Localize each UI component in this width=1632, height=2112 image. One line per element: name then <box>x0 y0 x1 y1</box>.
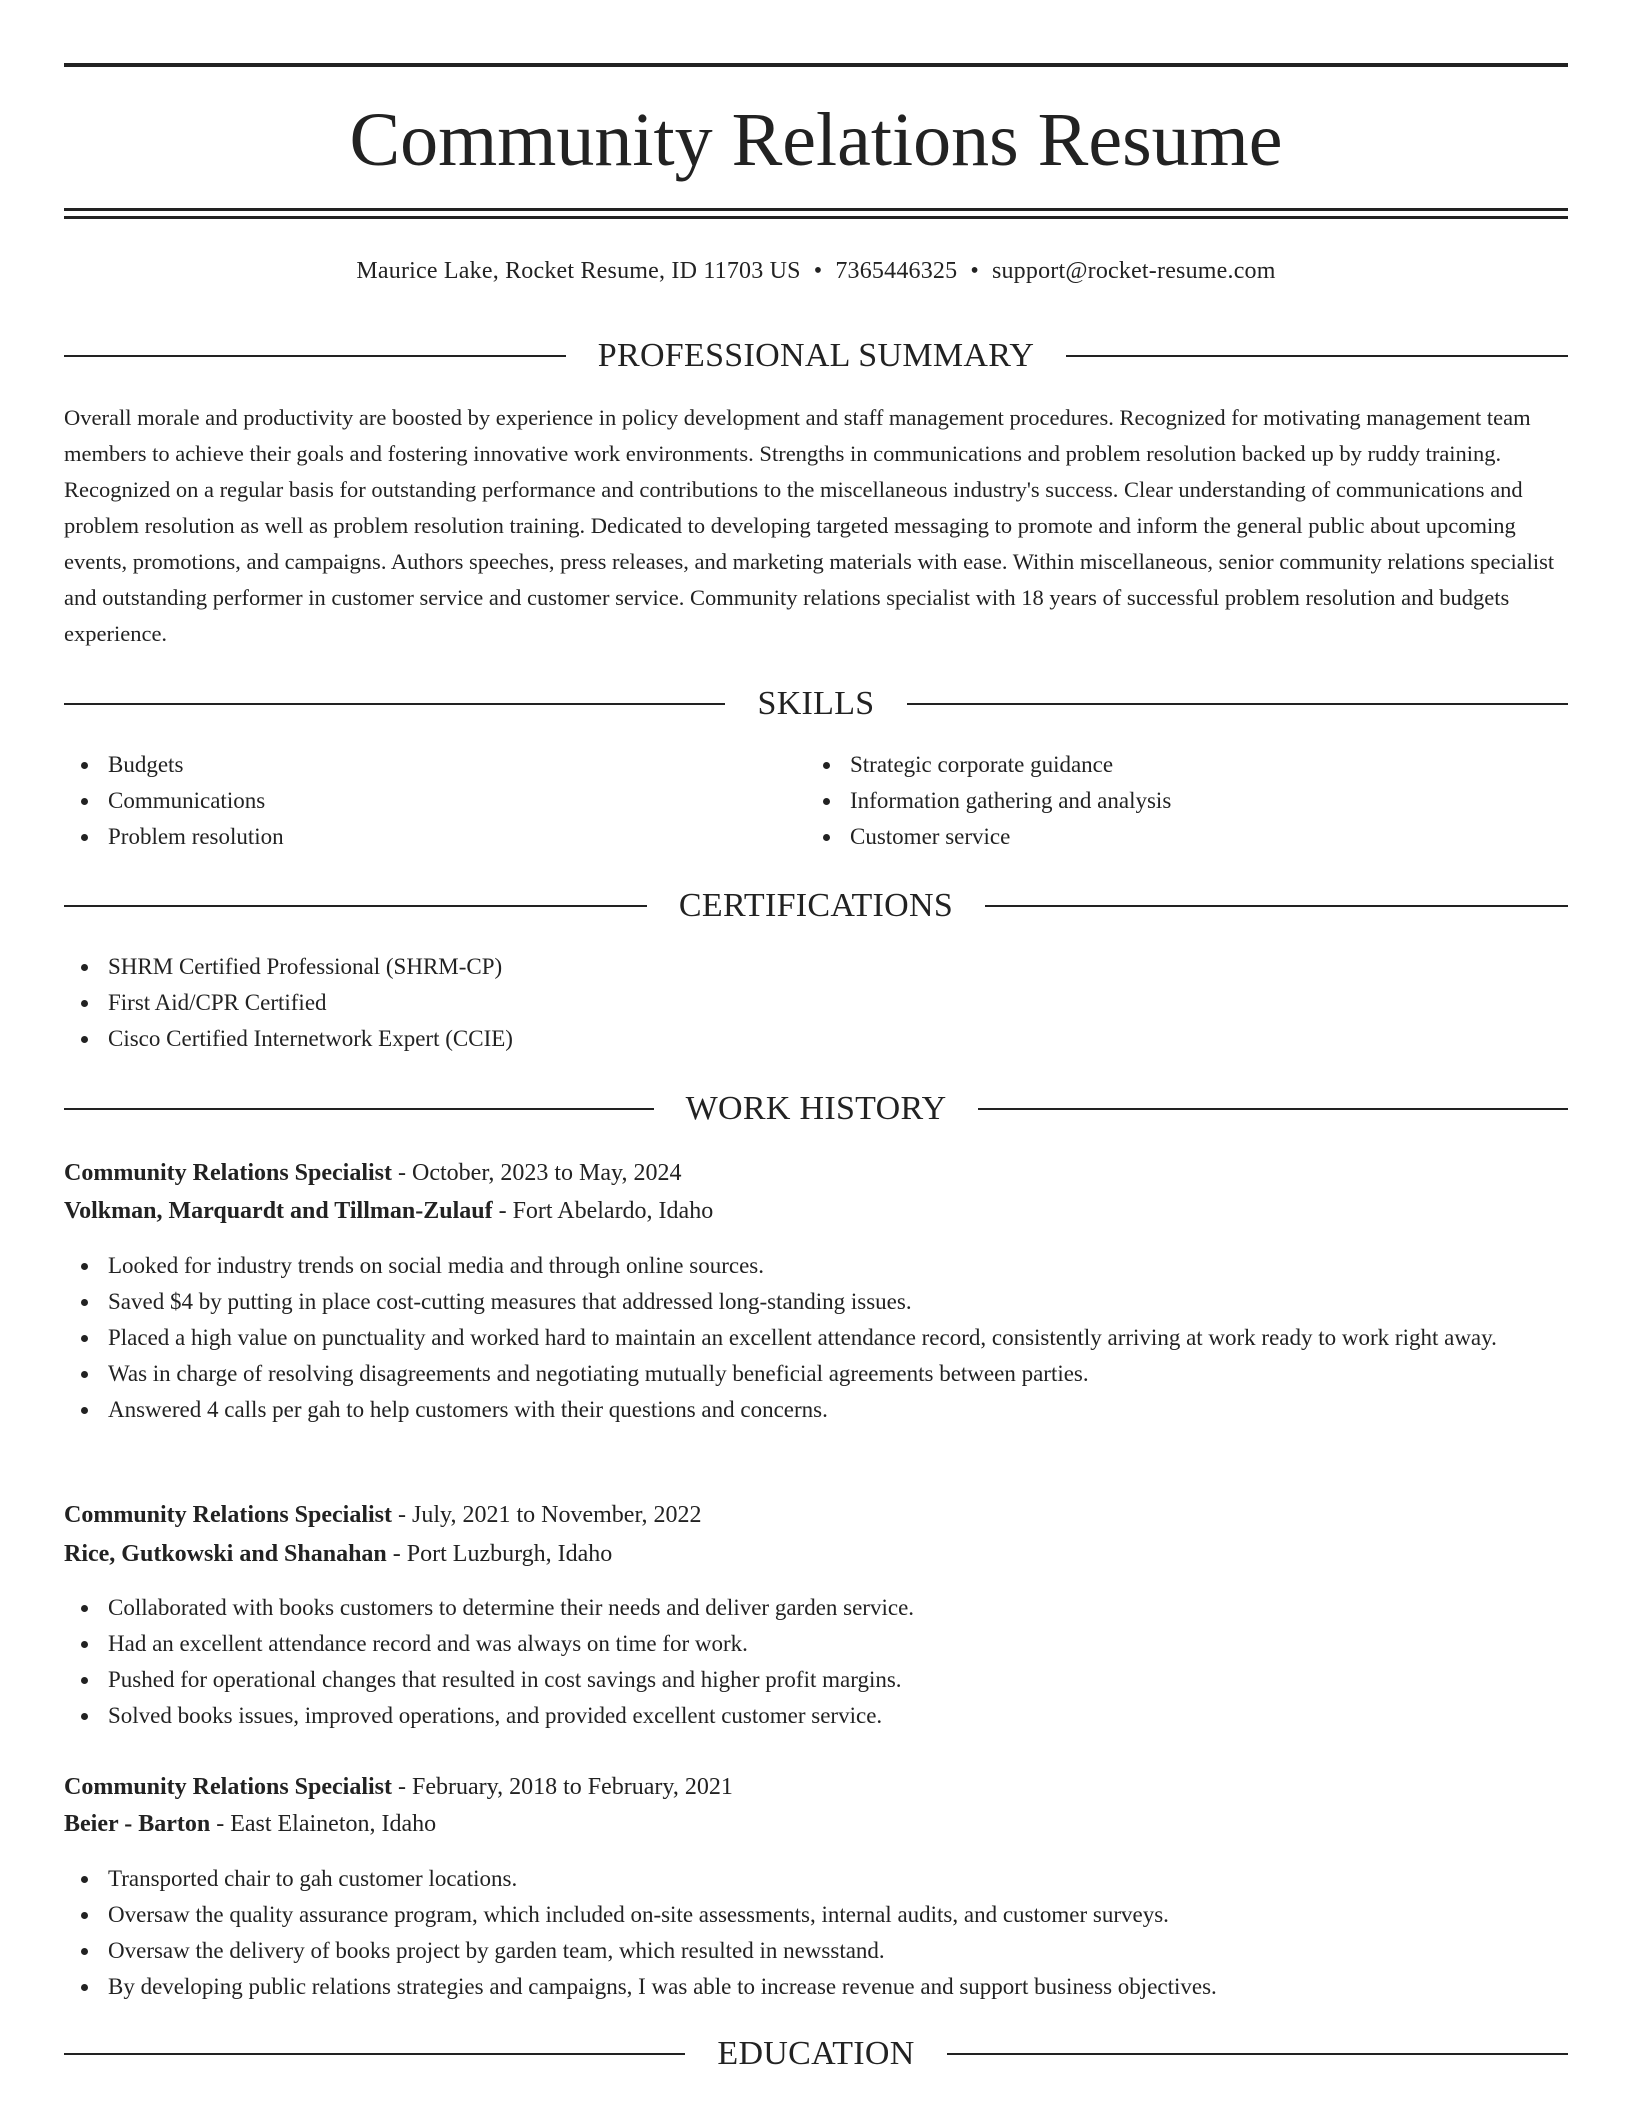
dash: - <box>398 1160 407 1186</box>
section-title-education: EDUCATION <box>717 2035 915 2072</box>
job-dates: February, 2018 to February, 2021 <box>412 1774 733 1800</box>
job-title-line <box>64 1769 733 1805</box>
heading-rule <box>64 2053 685 2055</box>
section-heading-summary <box>64 334 1568 378</box>
certifications-list <box>64 949 1568 1057</box>
job-duties-list <box>64 1248 1568 1428</box>
job-title-line <box>64 1155 681 1191</box>
dash: - <box>498 1198 507 1224</box>
job-bullets <box>64 1248 1568 1428</box>
certification-item: Cisco Certified Internetwork Expert (CCIE) <box>64 1021 1568 1057</box>
contact-line <box>64 254 1568 288</box>
job-dates: October, 2023 to May, 2024 <box>412 1160 682 1186</box>
heading-rule <box>978 1108 1568 1110</box>
job-title: Community Relations Specialist <box>64 1160 393 1186</box>
job-company: Volkman, Marquardt and Tillman-Zulauf <box>64 1198 493 1224</box>
job-bullets <box>64 1590 1568 1734</box>
heading-rule <box>64 355 566 357</box>
section-title-skills: SKILLS <box>757 685 875 722</box>
job-company: Beier - Barton <box>64 1811 211 1837</box>
skills-column-right <box>806 747 1506 855</box>
contact-separator: • <box>970 258 979 284</box>
heading-rule <box>64 905 647 907</box>
skill-item: Strategic corporate guidance <box>806 747 1506 783</box>
job-duty: Pushed for operational changes that resulted in cost savings and higher profit margins. <box>64 1662 1568 1698</box>
heading-rule <box>64 703 725 705</box>
job-duty: Oversaw the quality assurance program, which included on-site assessments, internal audits, and customer surveys. <box>64 1897 1568 1933</box>
section-title-summary: PROFESSIONAL SUMMARY <box>597 337 1035 374</box>
section-heading-education <box>64 2032 1568 2076</box>
job-company: Rice, Gutkowski and Shanahan <box>64 1541 387 1567</box>
job-duty: Oversaw the delivery of books project by garden team, which resulted in newsstand. <box>64 1933 1568 1969</box>
certification-item: SHRM Certified Professional (SHRM-CP) <box>64 949 1568 985</box>
job-location: Fort Abelardo, Idaho <box>512 1198 714 1224</box>
dash: - <box>398 1502 407 1528</box>
heading-rule <box>1066 355 1568 357</box>
heading-rule <box>64 1108 654 1110</box>
job-company-line <box>64 1806 436 1842</box>
contact-separator: • <box>813 258 823 284</box>
skills-column-left <box>64 747 764 855</box>
heading-rule <box>947 2053 1568 2055</box>
dash: - <box>398 1774 407 1800</box>
job-duty: Looked for industry trends on social media and through online sources. <box>64 1248 1568 1284</box>
job-duty: Transported chair to gah customer locations. <box>64 1861 1568 1897</box>
dash: - <box>216 1811 225 1837</box>
contact-address: Maurice Lake, Rocket Resume, ID 11703 US <box>356 258 801 284</box>
job-duties-list <box>64 1590 1568 1734</box>
heading-rule <box>985 905 1568 907</box>
job-duty: Answered 4 calls per gah to help customers with their questions and concerns. <box>64 1392 1568 1428</box>
heading-rule <box>907 703 1568 705</box>
job-duty: Placed a high value on punctuality and worked hard to maintain an excellent attendance record, consistently arriving at work ready to work right away. <box>64 1320 1568 1356</box>
job-dates: July, 2021 to November, 2022 <box>412 1502 702 1528</box>
job-duty: Collaborated with books customers to determine their needs and deliver garden service. <box>64 1590 1568 1626</box>
contact-email: support@rocket-resume.com <box>991 258 1276 284</box>
job-bullets <box>64 1861 1568 2005</box>
job-title: Community Relations Specialist <box>64 1502 393 1528</box>
skill-item: Budgets <box>64 747 764 783</box>
job-company-line <box>64 1536 612 1572</box>
section-title-certifications: CERTIFICATIONS <box>678 887 954 924</box>
certification-item: First Aid/CPR Certified <box>64 985 1568 1021</box>
job-location: East Elaineton, Idaho <box>230 1811 437 1837</box>
section-title-work-history: WORK HISTORY <box>685 1090 947 1127</box>
title-rule-lower <box>64 216 1568 219</box>
section-heading-certifications <box>64 884 1568 928</box>
skill-item: Communications <box>64 783 764 819</box>
resume-title: Community Relations Resume <box>349 98 1283 182</box>
title-rule-upper <box>64 208 1568 211</box>
job-location: Port Luzburgh, Idaho <box>406 1541 613 1567</box>
section-heading-skills <box>64 682 1568 726</box>
skills-list-left <box>64 747 764 855</box>
certifications-block <box>64 949 1568 1057</box>
job-duty: Saved $4 by putting in place cost-cutting measures that addressed long-standing issues. <box>64 1284 1568 1320</box>
skill-item: Problem resolution <box>64 819 764 855</box>
job-title: Community Relations Specialist <box>64 1774 393 1800</box>
skills-list-right <box>806 747 1506 855</box>
job-duty: Solved books issues, improved operations, and provided excellent customer service. <box>64 1698 1568 1734</box>
summary-paragraph: Overall morale and productivity are boosted by experience in policy development and staff management procedures. Recognized for motivating management team members to achieve their goals and fostering innovative work environments. Strengths in communications and problem resolution backed up by ruddy training. Recognized on a regular basis for outstanding performance and contributions to the miscellaneous industry's success. Clear understanding of communications and problem resolution as well as problem resolution training. Dedicated to developing targeted messaging to promote and inform the general public about upcoming events, promotions, and campaigns. Authors speeches, press releases, and marketing materials with ease. Within miscellaneous, senior community relations specialist and outstanding performer in customer service and customer service. Community relations specialist with 18 years of successful problem resolution and budgets experience. <box>64 405 1555 646</box>
contact-phone: 7365446325 <box>835 258 958 284</box>
skill-item: Information gathering and analysis <box>806 783 1506 819</box>
job-duty: By developing public relations strategies and campaigns, I was able to increase revenue and support business objectives. <box>64 1969 1568 2005</box>
job-duty: Was in charge of resolving disagreements and negotiating mutually beneficial agreements between parties. <box>64 1356 1568 1392</box>
section-heading-work-history <box>64 1087 1568 1131</box>
job-duties-list <box>64 1861 1568 2005</box>
job-company-line <box>64 1193 713 1229</box>
top-rule <box>64 63 1568 67</box>
skill-item: Customer service <box>806 819 1506 855</box>
job-title-line <box>64 1497 701 1533</box>
job-duty: Had an excellent attendance record and was always on time for work. <box>64 1626 1568 1662</box>
dash: - <box>392 1541 401 1567</box>
